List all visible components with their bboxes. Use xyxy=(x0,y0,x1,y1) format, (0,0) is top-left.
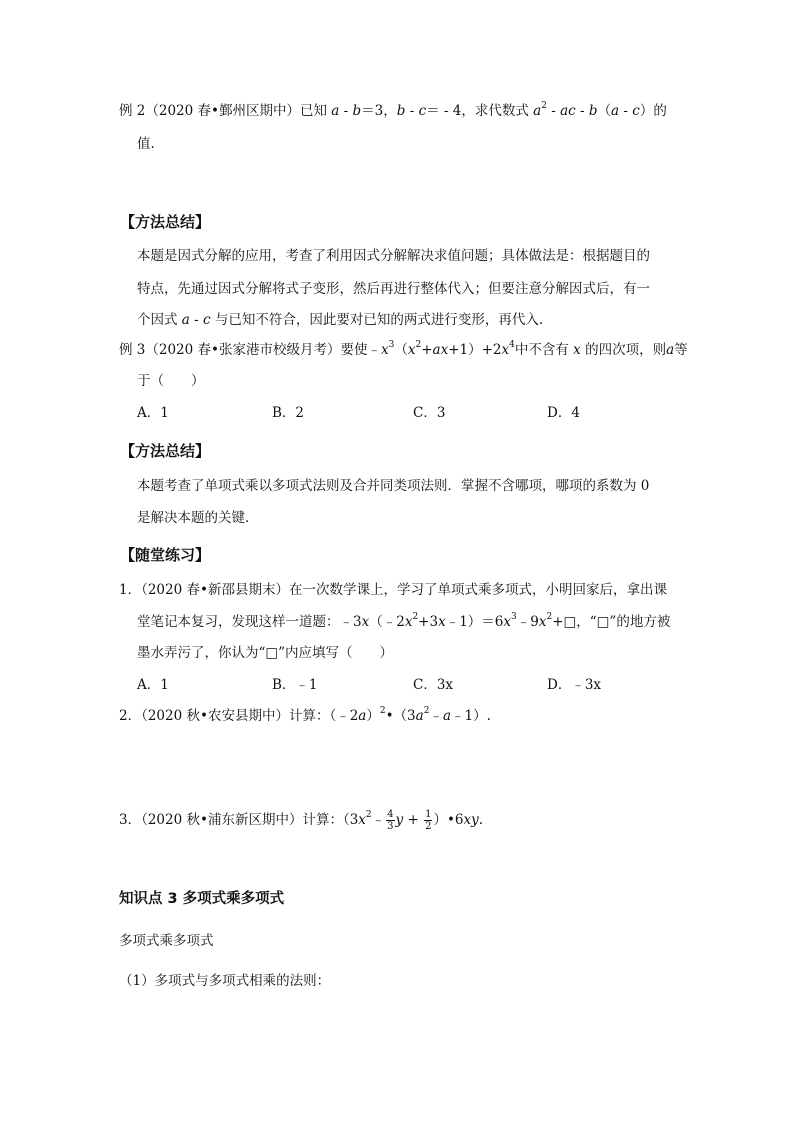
exponent: 2 xyxy=(541,101,547,111)
var-a: a xyxy=(533,103,542,119)
option-c: C．3 xyxy=(413,405,446,421)
numerator: 4 xyxy=(387,809,394,820)
text: 例 3（2020 春•张家港市校级月考）要使﹣ xyxy=(119,342,381,358)
var-x: x xyxy=(361,614,370,630)
var-x: x xyxy=(438,614,446,630)
option-a: A．1 xyxy=(137,405,169,421)
var-c: c xyxy=(418,103,427,119)
text: •（3 xyxy=(385,708,416,724)
section-subtitle: 多项式乘多项式 xyxy=(119,933,214,949)
fraction-one-half xyxy=(424,809,432,832)
text: ﹣1）＝6 xyxy=(445,614,504,630)
example2-line2: 值. xyxy=(137,136,155,152)
minus: - xyxy=(575,103,589,119)
q1-line1: 1．（2020 春•新邵县期末）在一次数学课上，学习了单项式乘多项式，小明回家后，拿出课 xyxy=(119,582,667,598)
text: ）•6 xyxy=(433,812,464,828)
minus: - xyxy=(546,103,561,119)
var-x: x xyxy=(573,342,581,358)
eq3: ＝3， xyxy=(361,103,397,119)
var-x: x xyxy=(358,812,366,828)
section-title: 知识点 3 多项式乘多项式 xyxy=(119,891,285,907)
var-a: a xyxy=(181,312,190,328)
exponent: 3 xyxy=(388,340,395,350)
paren-open: （ xyxy=(597,103,612,119)
method1-line2: 特点，先通过因式分解将式子变形，然后再进行整体代入；但要注意分解因式后，有一 xyxy=(137,281,650,297)
text: 堂笔记本复习，发现这样一道题：﹣3 xyxy=(137,614,362,630)
exponent: 2 xyxy=(365,810,372,820)
plus: + xyxy=(421,342,433,358)
var-x: x xyxy=(503,614,512,630)
var-x: x xyxy=(538,614,547,630)
minus: - xyxy=(405,103,419,119)
option-a: A．1 xyxy=(137,677,169,693)
q2-line xyxy=(119,706,491,726)
exponent: 3 xyxy=(511,612,517,622)
q1-line2 xyxy=(137,612,670,632)
method1-line3 xyxy=(137,310,543,330)
text: 中不含有 xyxy=(514,342,574,358)
text: ﹣ xyxy=(429,708,443,724)
rule-line: （1）多项式与多项式相乘的法则： xyxy=(119,973,331,989)
text: ﹣1）. xyxy=(451,708,491,724)
text: . xyxy=(478,812,484,828)
text: 等 xyxy=(674,342,688,358)
option-d: D．4 xyxy=(547,405,580,421)
practice-heading: 【随堂练习】 xyxy=(120,546,211,564)
var-xy: xy xyxy=(463,812,479,828)
var-x: x xyxy=(407,342,416,358)
denominator: 2 xyxy=(425,821,432,832)
minus: - xyxy=(339,103,353,119)
method2-line2: 是解决本题的关键． xyxy=(137,510,259,526)
text: ） xyxy=(366,708,380,724)
var-a: a xyxy=(666,342,675,358)
var-b: b xyxy=(352,103,362,119)
text: 2．（2020 秋•农安县期中）计算：（﹣2 xyxy=(119,708,359,724)
example2-prefix: 例 2（2020 春•鄞州区期中）已知 xyxy=(119,103,332,119)
exponent: 2 xyxy=(412,612,419,622)
var-y: y xyxy=(395,812,404,828)
text: 个因式 xyxy=(137,312,182,328)
eq-neg4: ＝ - 4，求代数式 xyxy=(426,103,534,119)
var-ax: ax xyxy=(432,342,449,358)
q3-line xyxy=(119,805,483,835)
text: 的四次项，则 xyxy=(580,342,667,358)
var-c: c xyxy=(203,312,211,328)
var-ac: ac xyxy=(560,103,576,119)
exponent: 4 xyxy=(509,340,515,350)
paren: （ xyxy=(394,342,408,358)
var-a: a xyxy=(358,708,367,724)
option-d: D．﹣3x xyxy=(547,677,602,693)
denominator: 3 xyxy=(387,821,394,832)
fraction-four-thirds xyxy=(386,809,394,832)
exponent: 2 xyxy=(415,340,422,350)
plus: + xyxy=(403,812,424,828)
text: +1）+2 xyxy=(448,342,502,358)
numerator: 1 xyxy=(425,809,432,820)
var-c: c xyxy=(632,103,640,119)
example2-tail: ）的 xyxy=(639,103,667,119)
var-x: x xyxy=(501,342,510,358)
var-b: b xyxy=(396,103,406,119)
q1-line3: 墨水弄污了，你认为“□”内应填写（ ） xyxy=(137,645,394,661)
minus: - xyxy=(619,103,633,119)
var-a: a xyxy=(442,708,452,724)
text: （﹣2 xyxy=(369,614,405,630)
text: ﹣9 xyxy=(516,614,539,630)
method1-line1: 本题是因式分解的应用，考查了利用因式分解解决求值问题；具体做法是：根据题目的 xyxy=(137,248,650,264)
option-b: B．2 xyxy=(272,405,305,421)
method2-line1: 本题考查了单项式乘以多项式法则及合并同类项法则．掌握不含哪项，哪项的系数为 0 xyxy=(137,478,650,494)
minus: ﹣ xyxy=(371,812,386,828)
var-b: b xyxy=(588,103,598,119)
option-c: C．3x xyxy=(413,677,454,693)
example3-line1 xyxy=(119,340,688,360)
example2-line1 xyxy=(119,101,667,121)
minus: - xyxy=(189,312,204,328)
text: +3 xyxy=(418,614,439,630)
text: 3．（2020 秋•浦东新区期中）计算：（3 xyxy=(119,812,359,828)
text: 与已知不符合，因此要对已知的两式进行变形，再代入. xyxy=(210,312,544,328)
var-a: a xyxy=(331,103,340,119)
var-a: a xyxy=(611,103,620,119)
method-summary-heading: 【方法总结】 xyxy=(120,442,211,460)
var-x: x xyxy=(381,342,389,358)
var-a: a xyxy=(415,708,424,724)
exponent: 2 xyxy=(423,706,430,716)
option-b: B．﹣1 xyxy=(272,677,318,693)
exponent: 2 xyxy=(546,612,553,622)
example3-line2: 于（ ） xyxy=(137,373,205,389)
text: +□，“□”的地方被 xyxy=(552,614,671,630)
method-summary-heading: 【方法总结】 xyxy=(120,213,211,231)
var-x: x xyxy=(404,614,413,630)
exponent: 2 xyxy=(379,706,386,716)
